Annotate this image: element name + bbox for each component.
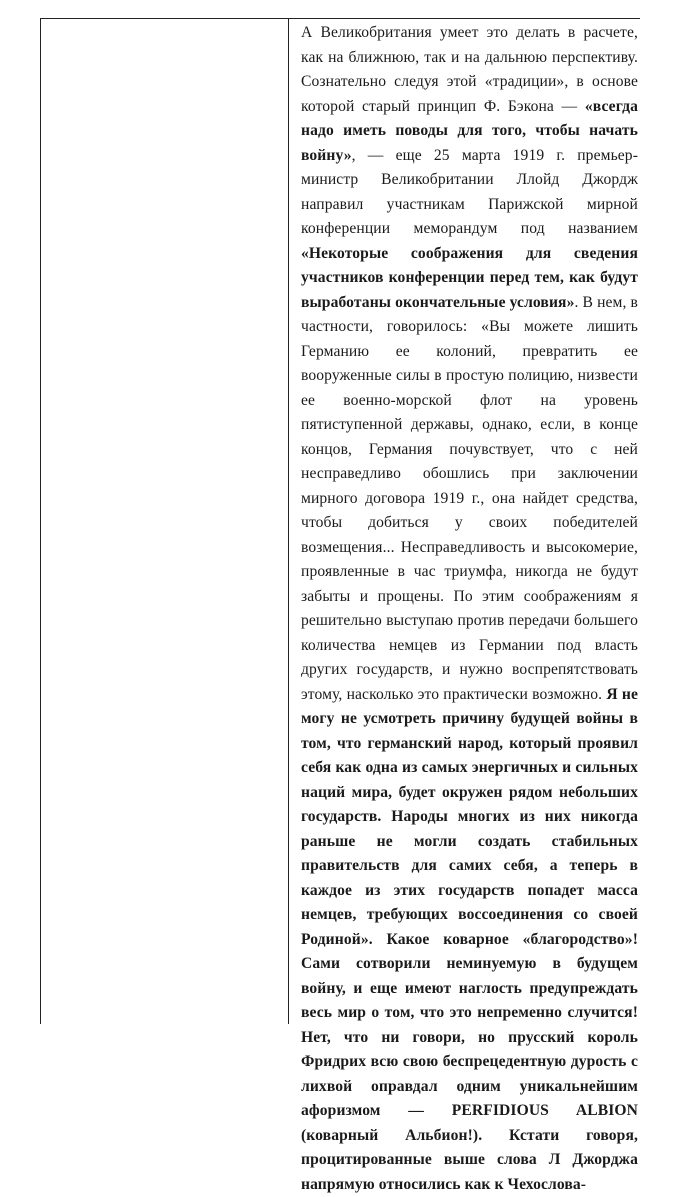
top-rule [40,18,640,19]
text-segment-5-bold: Я не могу не усмотреть причину будущей войны в том, что германский народ, который проявил себя как одна из самых энергичных и сильных наций мира, будет окружен рядом небольших государств. Народы многих из них никогда раньше не могли создать стабильных правительств для самих себя, а теперь в каждое из этих государств попадет масса немцев, требующих воссоединения со своей Родиной». Какое коварное «благородство»! Сами сотворили неминуемую в будущем войну, и еще имеют наглость предупреждать весь мир о том, что это непременно случится! Нет, что ни говори, но прусский король Фридрих всю свою беспрецедентную дурость с лихвой оправдал одним уникальнейшим афоризмом — PERFIDIOUS ALBION (коварный Альбион!). Кстати говоря, процитированные выше слова Л Джорджа напрямую относились как к Чехослова- [301,685,638,1193]
text-segment-4: . В нем, в частности, говорилось: «Вы можете лишить Германию ее колоний, превратить ее вооруженные силы в простую полицию, низвести ее военно-морской флот на уровень пятиступенной державы, однако, если, в конце концов, Германия почувствует, что с ней несправедливо обошлись при заключении мирного договора 1919 г., она найдет средства, чтобы добиться у своих победителей возмещения... Несправедливость и высокомерие, проявленные в час триумфа, никогда не будут забыты и прощены. По этим соображениям я решительно выступаю против передачи большего количества немцев из Германии под власть других государств, и нужно воспрепятствовать этому, насколько это практически возможно. [301,293,639,703]
text-segment-1-bold: «всегда надо иметь поводы для того, чтобы начать войну» [301,97,638,164]
text-segment-0: А Великобритания умеет это делать в расчете, как на ближнюю, так и на дальнюю перспективу. Сознательно следуя этой «традиции», в основе которой старый принцип Ф. Бэкона — [301,24,638,115]
main-text-column [301,21,638,1197]
text-segment-3-bold: «Некоторые соображения для сведения участников конференции перед тем, как будут выработаны окончательные условия» [301,244,638,311]
text-segment-2: , — еще 25 марта 1919 г. премьер-министр Великобритании Ллойд Джордж направил участникам Парижской мирной конференции меморандум под названием [301,146,638,237]
body-paragraph [301,21,638,1197]
column-divider-rule [288,18,289,1024]
left-rule [40,18,41,1024]
